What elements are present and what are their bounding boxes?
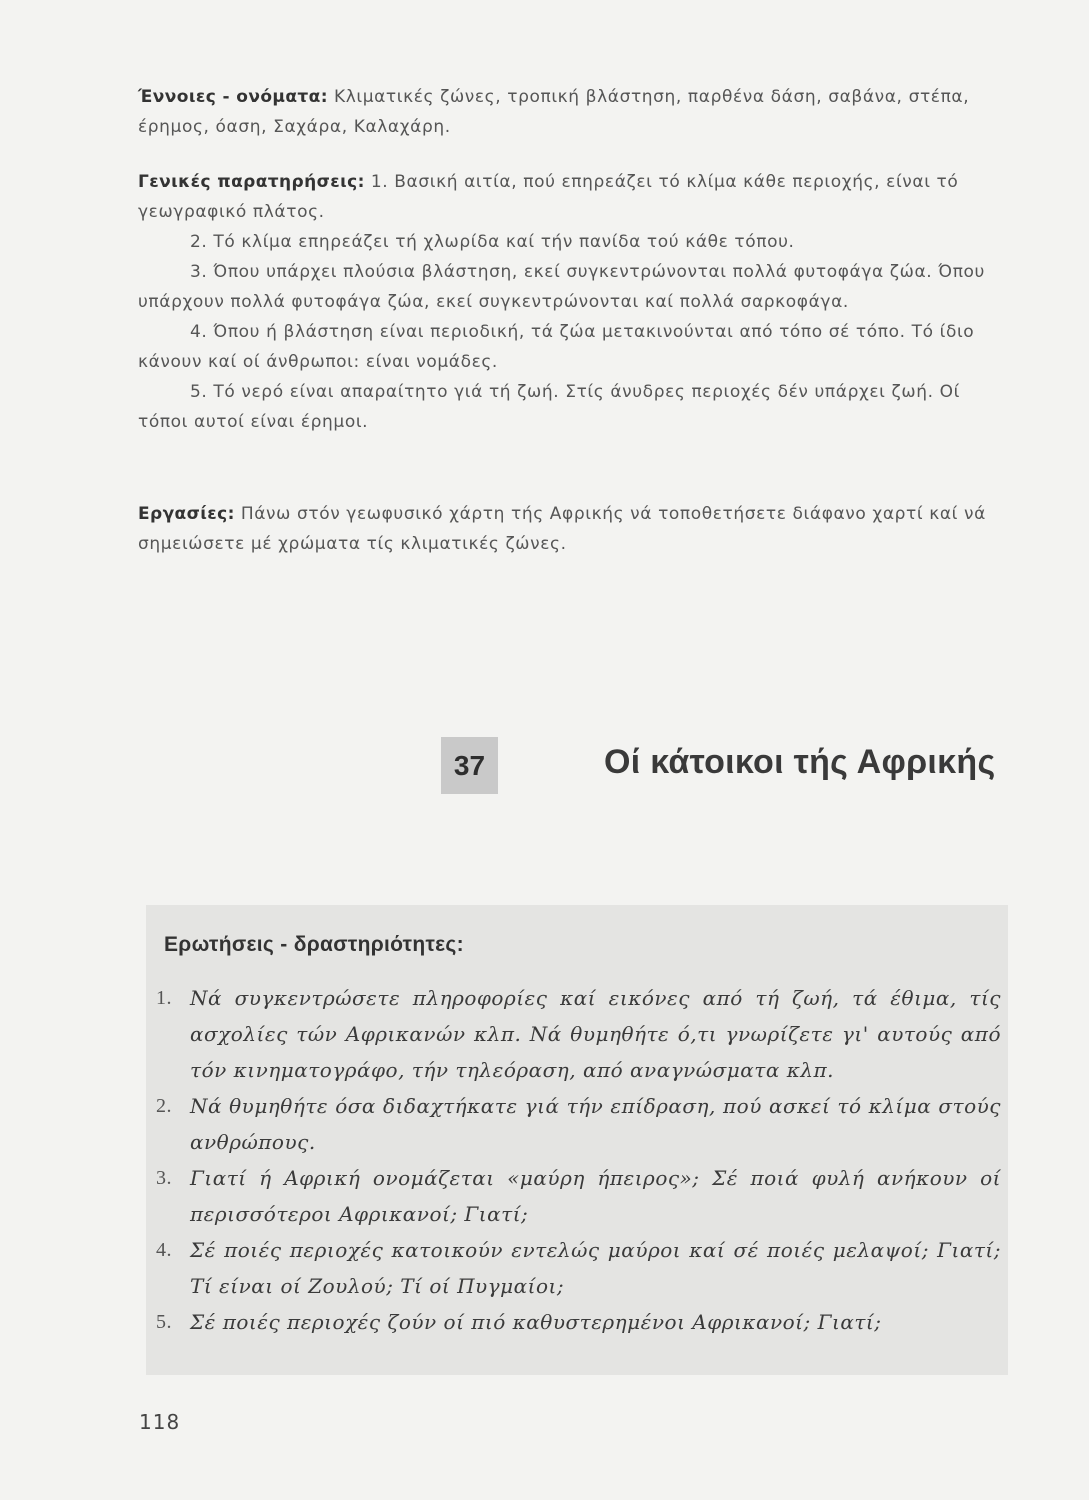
question-number: 4. <box>156 1239 172 1261</box>
questions-title: Ερωτήσεις - δραστηριότητες: <box>164 933 464 956</box>
questions-list <box>156 980 1001 1340</box>
question-item <box>156 980 1001 1088</box>
question-text: Σέ ποιές περιοχές ζούν οί πιό καθυστερημένοι Αφρικανοί; Γιατί; <box>190 1310 882 1334</box>
notes-label: Γενικές παρατηρήσεις: <box>138 172 365 192</box>
concepts-text: Κλιματικές ζώνες, τροπική βλάστηση, παρθένα δάση, σαβάνα, στέπα, έρημος, όαση, Σαχάρα, Καλαχάρη. <box>138 87 970 137</box>
tasks-label: Εργασίες: <box>138 504 235 524</box>
concepts-label: Έννοιες - ονόματα: <box>138 87 328 107</box>
question-number: 5. <box>156 1311 172 1333</box>
question-text: Νά συγκεντρώσετε πληροφορίες καί εικόνες από τή ζωή, τά έθιμα, τίς ασχολίες τών Αφρικανών κλπ. Νά θυμηθήτε ό,τι γνωρίζετε γι' αυτούς από τόν κινηματογράφο, τήν τηλεόραση, από αναγνώσματα κλπ. <box>190 986 1001 1082</box>
question-item <box>156 1232 1001 1304</box>
note-item-4: 4. Όπου ή βλάστηση είναι περιοδική, τά ζώα μετακινούνται από τόπο σέ τόπο. Τό ίδιο κάνουν καί οί άνθρωποι: είναι νομάδες. <box>138 322 975 372</box>
question-text: Σέ ποιές περιοχές κατοικούν εντελώς μαύροι καί σέ ποιές μελαψοί; Γιατί; Τί είναι οί Ζουλού; Τί οί Πυγμαίοι; <box>190 1238 1001 1298</box>
general-notes-paragraph <box>138 167 998 437</box>
question-number: 2. <box>156 1095 172 1117</box>
question-text: Γιατί ή Αφρική ονομάζεται «μαύρη ήπειρος»; Σέ ποιά φυλή ανήκουν οί περισσότεροι Αφρικανοί; Γιατί; <box>190 1166 1001 1226</box>
question-text: Νά θυμηθήτε όσα διδαχτήκατε γιά τήν επίδραση, πού ασκεί τό κλίμα στούς ανθρώπους. <box>190 1094 1001 1154</box>
question-number: 1. <box>156 987 172 1009</box>
concepts-paragraph <box>138 82 998 142</box>
note-item-2: 2. Τό κλίμα επηρεάζει τή χλωρίδα καί τήν πανίδα τού κάθε τόπου. <box>190 232 795 252</box>
note-item-1: 1. Βασική αιτία, πού επηρεάζει τό κλίμα κάθε περιοχής, είναι τό γεωγραφικό πλάτος. <box>138 172 959 222</box>
tasks-text: Πάνω στόν γεωφυσικό χάρτη τής Αφρικής νά τοποθετήσετε διάφανο χαρτί καί νά σημειώσετε μέ χρώματα τίς κλιματικές ζώνες. <box>138 504 986 554</box>
note-item-3: 3. Όπου υπάρχει πλούσια βλάστηση, εκεί συγκεντρώνονται πολλά φυτοφάγα ζώα. Όπου υπάρχουν πολλά φυτοφάγα ζώα, εκεί συγκεντρώνονται καί πολλά σαρκοφάγα. <box>138 262 985 312</box>
question-number: 3. <box>156 1167 172 1189</box>
page-number: 118 <box>139 1410 181 1434</box>
lesson-title: Οί κάτοικοι τής Αφρικής <box>604 743 996 781</box>
question-item <box>156 1160 1001 1232</box>
note-item-5: 5. Τό νερό είναι απαραίτητο γιά τή ζωή. Στίς άνυδρες περιοχές δέν υπάρχει ζωή. Οί τόποι αυτοί είναι έρημοι. <box>138 382 960 432</box>
question-item <box>156 1088 1001 1160</box>
lesson-number-badge: 37 <box>441 737 498 794</box>
questions-box <box>146 905 1008 1375</box>
question-item <box>156 1304 1001 1340</box>
tasks-paragraph <box>138 499 998 559</box>
